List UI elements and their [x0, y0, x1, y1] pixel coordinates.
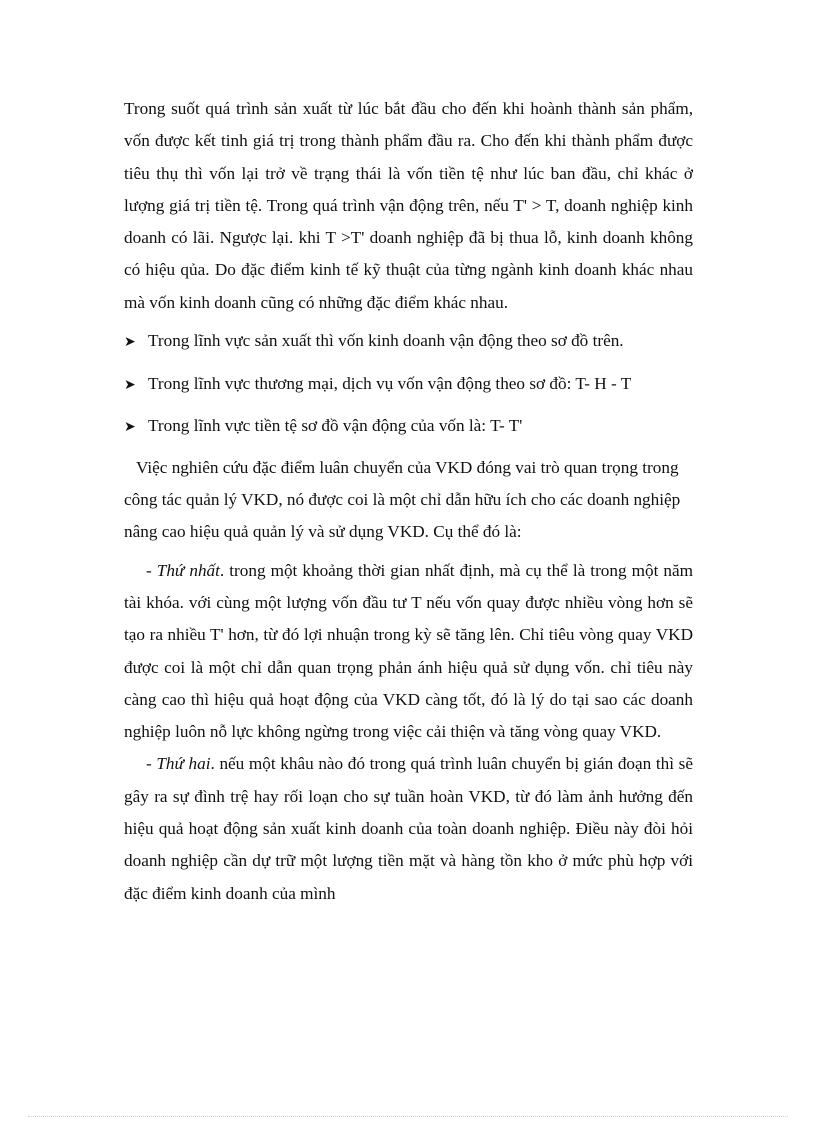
bullet-item: [124, 368, 693, 401]
arrow-bullet-icon: ➤: [124, 419, 136, 436]
point-text-second: . nếu một khâu nào đó trong quá trình luân chuyển bị gián đoạn thì sẽ gây ra sự đình trệ hay rối loạn cho sự tuần hoàn VKD, từ đó làm ảnh hưởng đến hiệu quả hoạt động sản xuất kinh doanh của toàn doanh nghiệp. Điều này đòi hỏi doanh nghiệp cần dự trữ một lượng tiền mặt và hàng tồn kho ở mức phù hợp với đặc điểm kinh doanh của mình: [124, 754, 693, 903]
arrow-bullet-icon: ➤: [124, 334, 136, 351]
arrow-bullet-icon: ➤: [124, 376, 136, 393]
footer-divider: [28, 1116, 788, 1117]
point-lead-second: Thứ hai: [156, 754, 211, 774]
point-lead-first: Thứ nhất: [156, 560, 220, 580]
point-dash: -: [146, 754, 157, 774]
bullet-item-text: Trong lĩnh vực sản xuất thì vốn kinh doanh vận động theo sơ đồ trên.: [148, 331, 624, 351]
document-body: [124, 93, 693, 910]
bullet-list-capital-flow: [124, 325, 693, 444]
bullet-item: [124, 410, 693, 443]
point-dash: -: [146, 560, 157, 580]
bullet-item-text: Trong lĩnh vực tiền tệ sơ đồ vận động của vốn là: T- T': [148, 416, 523, 436]
paragraph-capital-circulation: Trong suốt quá trình sản xuất từ lúc bắt đầu cho đến khi hoành thành sản phẩm, vốn được kết tinh giá trị trong thành phẩm đầu ra. Cho đến khi thành phẩm được tiêu thụ thì vốn lại trở về trạng thái là vốn tiền tệ như lúc ban đầu, chỉ khác ở lượng giá trị tiền tệ. Trong quá trình vận động trên, nếu T' > T, doanh nghiệp kinh doanh có lãi. Ngược lại. khi T >T' doanh nghiệp đã bị thua lỗ, kinh doanh không có hiệu qủa. Do đặc điểm kinh tế kỹ thuật của từng ngành kinh doanh khác nhau mà vốn kinh doanh cũng có những đặc điểm khác nhau.: [124, 99, 693, 312]
point-second: [124, 748, 693, 909]
bullet-item-text: Trong lĩnh vực thương mại, dịch vụ vốn vận động theo sơ đồ: T- H - T: [148, 373, 632, 393]
bullet-item: [124, 325, 693, 358]
point-text-first: . trong một khoảng thời gian nhất định, mà cụ thể là trong một năm tài khóa. với cùng một lượng vốn đầu tư T nếu vốn quay được nhiều vòng hơn sẽ tạo ra nhiều T' hơn, từ đó lợi nhuận trong kỳ sẽ tăng lên. Chỉ tiêu vòng quay VKD được coi là một chỉ dẫn quan trọng phản ánh hiệu quả sử dụng vốn. chỉ tiêu này càng cao thì hiệu quả hoạt động của VKD càng tốt, đó là lý do tại sao các doanh nghiệp luôn nỗ lực không ngừng trong việc cải thiện và tăng vòng quay VKD.: [124, 560, 693, 742]
point-first: [124, 555, 693, 749]
paragraph-vkd-importance: Việc nghiên cứu đặc điểm luân chuyển của VKD đóng vai trò quan trọng trong công tác quản lý VKD, nó được coi là một chỉ dẫn hữu ích cho các doanh nghiệp nâng cao hiệu quả quản lý và sử dụng VKD. Cụ thể đó là:: [124, 457, 681, 542]
